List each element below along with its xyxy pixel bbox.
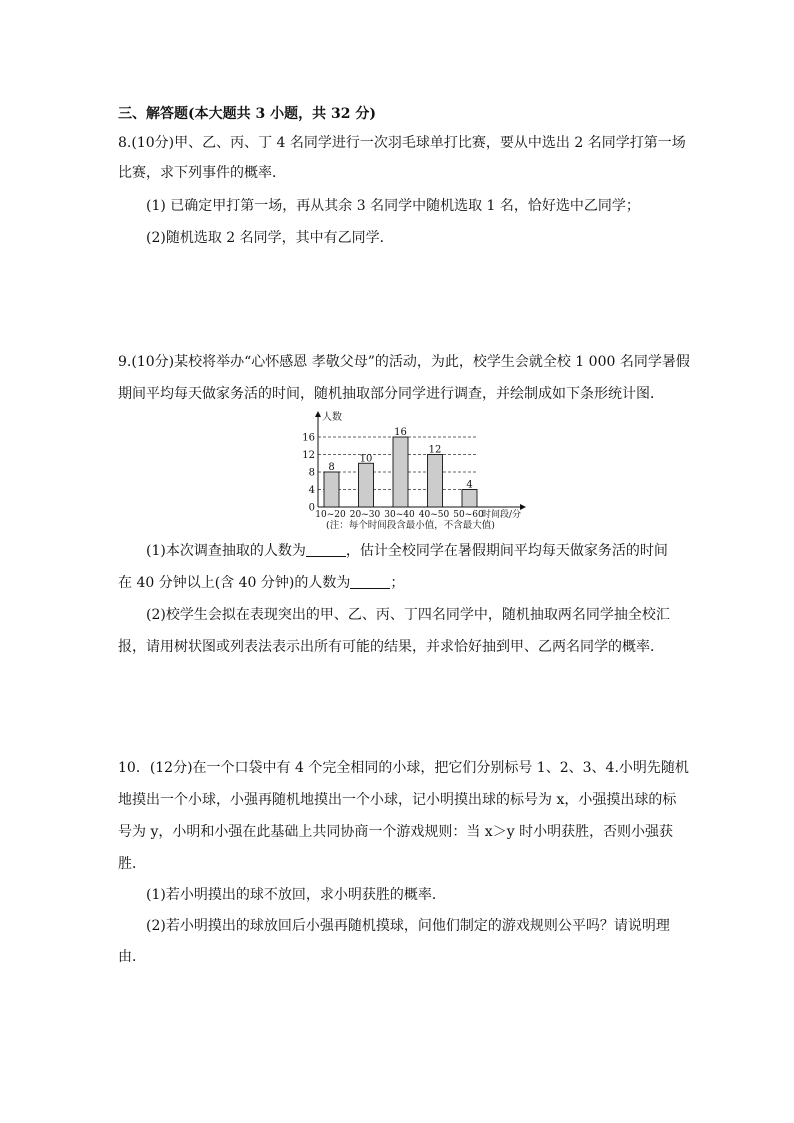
y-tick-label: 4: [308, 485, 315, 496]
y-tick-label: 12: [302, 450, 315, 461]
q8-sub1: (1) 已确定甲打第一场，再从其余 3 名同学中随机选取 1 名，恰好选中乙同学；: [146, 198, 640, 214]
q10-line-2: 地摸出一个小球，小强再随机地摸出一个小球，记小明摸出球的标号为 x，小强摸出球的标: [118, 792, 677, 808]
q9-sub1-text-b: ，估计全校同学在暑假期间平均每天做家务活的时间: [345, 543, 668, 559]
x-tick-label: 20~30: [349, 510, 381, 520]
x-axis-title: 时间段/分: [482, 510, 522, 520]
x-tick-label: 30~40: [384, 510, 415, 520]
y-tick-label: 16: [302, 432, 315, 444]
q9-sub1-text-c: 在 40 分钟以上(含 40 分钟)的人数为: [118, 575, 351, 591]
bar-value-label: 4: [466, 479, 473, 491]
x-tick-label: 50~60: [453, 510, 484, 520]
bar: [428, 455, 443, 508]
q8-sub2: (2)随机选取 2 名同学，其中有乙同学．: [146, 230, 394, 246]
q10-sub1: (1)若小明摸出的球不放回，求小明获胜的概率．: [146, 887, 446, 903]
q10-sub2-line-2: 由．: [118, 949, 146, 965]
x-tick-label: 40~50: [418, 510, 450, 520]
bar-chart-svg: [296, 408, 532, 532]
q10-line-3: 号为 y，小明和小强在此基础上共同协商一个游戏规则：当 x＞y 时小明获胜，否则小强获: [118, 824, 674, 840]
q8-line-2: 比赛，求下列事件的概率．: [118, 165, 286, 181]
answer-blank-1[interactable]: [306, 542, 346, 557]
q10-sub2-line-1: (2)若小明摸出的球放回后小强再随机摸球，问他们制定的游戏规则公平吗？请说明理: [146, 918, 670, 934]
q10-line-1: 10．(12分)在一个口袋中有 4 个完全相同的小球，把它们分别标号 1、2、3、4.小明先随机: [118, 760, 689, 776]
q9-line-2: 期间平均每天做家务活的时间，随机抽取部分同学进行调查，并绘制成如下条形统计图．: [118, 386, 664, 402]
q9-sub1-text-d: ；: [390, 575, 405, 591]
y-tick-label: 0: [308, 502, 315, 514]
q10-line-4: 胜．: [118, 856, 146, 872]
answer-blank-2[interactable]: [350, 574, 390, 589]
q9-sub2-line-2: 报，请用树状图或列表法表示出所有可能的结果，并求恰好抽到甲、乙两名同学的概率．: [118, 639, 664, 655]
bar: [462, 490, 477, 508]
bar: [393, 437, 408, 507]
y-axis-title: 人数: [322, 412, 342, 423]
bar-value-label: 8: [328, 462, 335, 473]
chart-note: (注：每个时间段含最小值，不含最大值): [326, 520, 495, 531]
bar: [324, 472, 339, 507]
x-tick-label: 10~20: [315, 510, 346, 520]
bar: [359, 463, 374, 507]
q8-line-1: 8.(10分)甲、乙、丙、丁 4 名同学进行一次羽毛球单打比赛，要从中选出 2 名同学打第一场: [118, 135, 686, 151]
y-tick-label: 8: [308, 467, 315, 479]
q9-sub2-line-1: (2)校学生会拟在表现突出的甲、乙、丙、丁四名同学中，随机抽取两名同学抽全校汇: [146, 607, 670, 623]
q9-sub1-line-1: [146, 541, 668, 561]
q9-line-1: 9.(10分)某校将举办“心怀感恩 孝敬父母”的活动，为此，校学生会就全校 1 000 名同学暑假: [118, 354, 690, 370]
bar-value-label: 16: [394, 427, 407, 438]
bar-chart: [296, 408, 532, 532]
bar-value-label: 10: [359, 453, 373, 465]
q9-sub1-line-2: [118, 573, 404, 593]
bar-value-label: 12: [428, 444, 442, 456]
section-title: 三、解答题(本大题共 3 小题，共 32 分): [118, 106, 376, 122]
y-axis-arrow: [315, 411, 321, 417]
q9-sub1-text-a: (1)本次调查抽取的人数为: [146, 543, 306, 559]
